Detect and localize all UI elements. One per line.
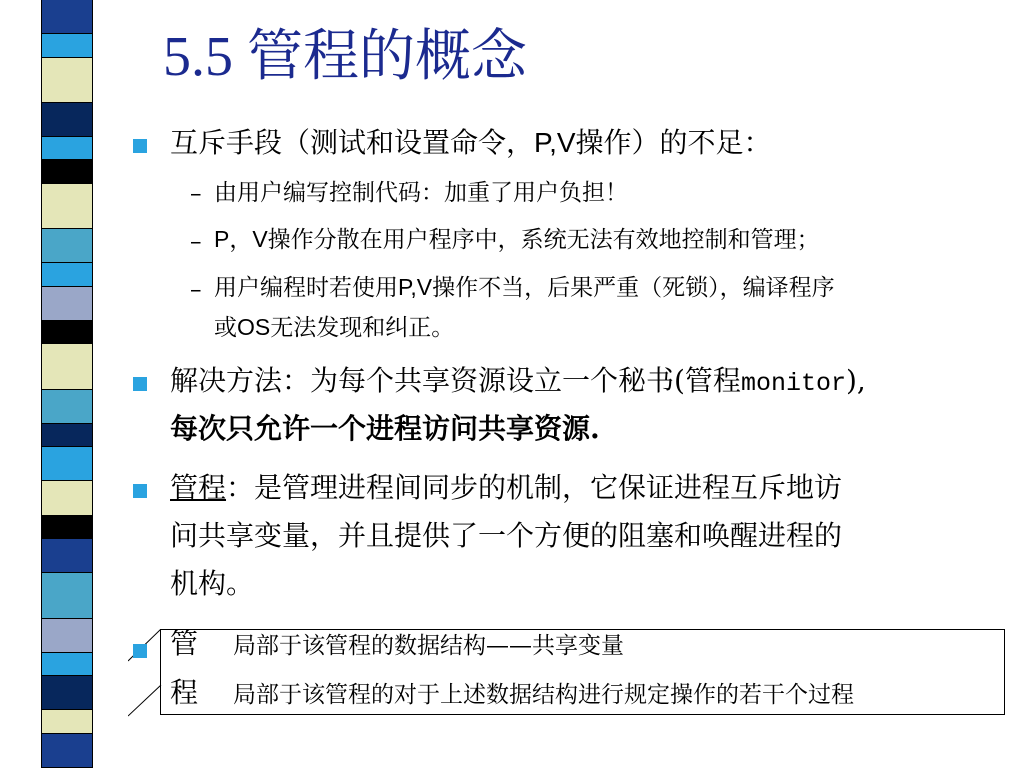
stripe-block — [42, 103, 92, 137]
sub3-text-line1: 用户编程时若使用P,V操作不当，后果严重（死锁），编译程序 — [214, 274, 835, 300]
stripe-block — [42, 573, 92, 618]
dash-icon: – — [190, 229, 202, 255]
component-item-1: 局部于该管程的数据结构——共享变量 — [233, 633, 624, 659]
bullet3-line2: 问共享变量，并且提供了一个方便的阻塞和唤醒进程的 — [170, 519, 843, 552]
bullet4-char-1: 管 — [170, 627, 199, 660]
stripe-block — [42, 263, 92, 286]
stripe-block — [42, 160, 92, 183]
bullet2-line2: 每次只允许一个进程访问共享资源. — [170, 412, 600, 445]
stripe-block — [42, 653, 92, 676]
bullet1-text: 互斥手段（测试和设置命令，P,V操作）的不足： — [170, 127, 772, 158]
slide-title: 5.5 管程的概念 — [163, 26, 527, 88]
monitor-term: 管程 — [170, 471, 227, 504]
sub2-text: P，V操作分散在用户程序中，系统无法有效地控制和管理； — [214, 226, 820, 252]
stripe-block — [42, 481, 92, 515]
bullet4-char-2: 程 — [170, 676, 199, 709]
stripe-block — [42, 344, 92, 389]
component-item-2: 局部于该管程的对于上述数据结构进行规定操作的若干个过程 — [233, 682, 854, 708]
stripe-block — [42, 390, 92, 424]
stripe-block — [42, 184, 92, 229]
bullet-square-icon — [133, 644, 147, 658]
stripe-block — [42, 424, 92, 447]
sub1-text: 由用户编写控制代码：加重了用户负担！ — [214, 179, 628, 205]
sub3-text-line2: 或OS无法发现和纠正。 — [214, 314, 455, 340]
stripe-block — [42, 229, 92, 263]
bullet-square-icon — [133, 139, 147, 153]
bracket-diagonal-lines — [128, 629, 168, 719]
bullet3-line1: 管程：是管理进程间同步的机制，它保证进程互斥地访 — [170, 471, 843, 504]
stripe-block — [42, 321, 92, 344]
stripe-block — [42, 447, 92, 481]
stripe-block — [42, 287, 92, 321]
bullet-square-icon — [133, 377, 147, 391]
stripe-block — [42, 516, 92, 539]
dash-icon: – — [190, 181, 202, 207]
stripe-block — [42, 676, 92, 710]
bullet3-line3: 机构。 — [170, 567, 255, 600]
bullet2-line1: 解决方法：为每个共享资源设立一个秘书(管程monitor), — [170, 364, 866, 398]
stripe-block — [42, 137, 92, 160]
stripe-block — [42, 539, 92, 573]
stripe-block — [42, 34, 92, 57]
bullet-square-icon — [133, 484, 147, 498]
stripe-block — [42, 619, 92, 653]
stripe-block — [42, 734, 92, 768]
dash-icon: – — [190, 277, 202, 303]
stripe-block — [42, 710, 92, 733]
stripe-block — [42, 0, 92, 34]
decorative-stripe — [41, 0, 93, 768]
stripe-block — [42, 58, 92, 103]
